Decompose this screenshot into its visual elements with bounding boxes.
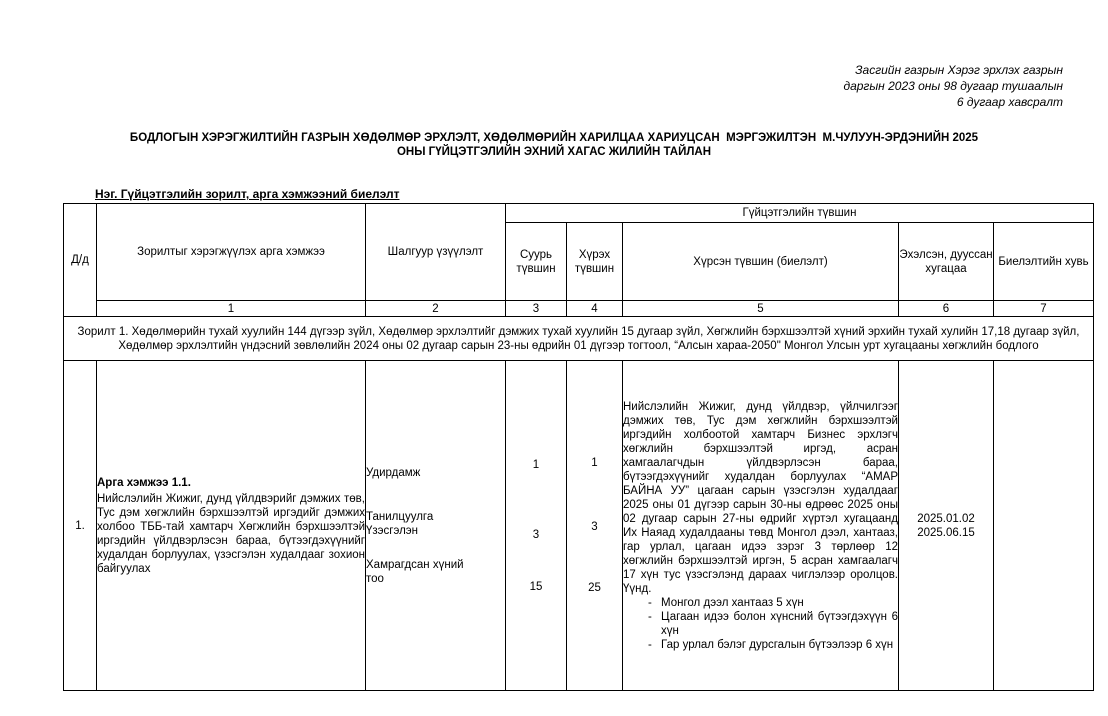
goal-row [64,317,1094,361]
column-header-base-level: Суурь түвшин [506,223,567,301]
measure-title: Арга хэмжээ 1.1. [97,476,191,489]
report-title [0,131,1108,159]
achieved-bullet: - Монгол дээл хантааз 5 хүн [623,596,898,610]
measure-row [64,361,1094,691]
period-start-date: 2025.01.02 [917,512,975,525]
column-header-period: Эхэлсэн, дууссан хугацаа [899,223,994,301]
row-index: 1. [64,361,97,691]
column-header-target-level: Хүрэх түвшин [567,223,623,301]
measure-description: Нийслэлийн Жижиг, дунд үйлдвэрийг дэмжих төв, Тус дэм хөгжлийн бэрхшээлтэй иргэдийг дэмжих холбоо ТББ-тай хамтарч Хөгжлийн бэрхшээлтэй иргэдийн үйлдвэрлэсэн бараа, бүтээгдэхүүнийг худалдан борлуулах, үзэсгэлэн худалдааг зохион байгуулах [97,492,365,575]
column-header-percent: Биелэлтийн хувь [994,223,1094,301]
column-number: 2 [366,301,506,317]
achieved-bullet: - Гар урлал бэлэг дурсгалын бүтээлээр 6 хүн [623,638,898,652]
target-value: 3 [591,521,598,533]
decree-reference [843,62,1063,110]
indicator-cell [366,361,506,691]
target-value: 1 [591,457,598,469]
base-value: 3 [532,528,540,541]
report-title-line: ОНЫ ГҮЙЦЭТГЭЛИЙН ЭХНИЙ ХАГАС ЖИЛИЙН ТАЙЛАН [396,146,712,158]
indicator-item: Хамрагдсан хүний тоо [366,558,464,585]
achieved-bullet-list [623,596,898,652]
column-number: 1 [97,301,366,317]
column-header-performance-group: Гүйцэтгэлийн түвшин [506,204,1094,223]
column-header-dd: Д/д [64,204,97,317]
achieved-bullet: - Цагаан идээ болон хүнсний бүтээгдэхүүн 6 хүн [623,610,898,638]
column-number: 4 [567,301,623,317]
achieved-cell [623,361,899,691]
section-heading: Нэг. Гүйцэтгэлийн зорилт, арга хэмжээний биелэлт [95,187,400,201]
period-cell [899,361,994,691]
decree-reference-line: Засгийн газрын Хэрэг эрхлэх газрын [855,63,1063,77]
period-end-date: 2025.06.15 [917,526,975,539]
column-number: 5 [623,301,899,317]
indicator-item: Үзэсгэлэн [366,524,419,537]
base-values-cell [506,361,567,691]
base-value: 15 [529,580,543,593]
column-header-measure: Зорилтыг хэрэгжүүлэх арга хэмжээ [97,204,366,301]
column-header-indicator: Шалгуур үзүүлэлт [366,204,506,301]
indicator-item: Танилцуулга [366,510,434,523]
column-number-row [64,301,1094,317]
table-header-row-1 [64,204,1094,223]
measure-cell [97,361,366,691]
percent-cell [994,361,1094,691]
performance-report-table [63,203,1094,691]
column-number: 6 [899,301,994,317]
column-number: 7 [994,301,1094,317]
column-number: 3 [506,301,567,317]
decree-reference-line: даргын 2023 оны 98 дугаар тушаалын [843,79,1063,93]
indicator-item: Удирдамж [366,466,421,479]
target-value: 25 [588,582,601,594]
target-values-cell [567,361,623,691]
decree-reference-line: 6 дугаар хавсралт [956,95,1063,109]
goal-text: Зорилт 1. Хөдөлмөрийн тухай хуулийн 144 дүгээр зүйл, Хөдөлмөр эрхлэлтийг дэмжих тухай хуулийн 15 дугаар зүйл, Хөгжлийн бэрхшээлтэй хүний эрхийн тухай хулийн 17,18 дугаар зүйл, Хөдөлмөр эрхлэлтийн үндэсний зөвлөлийн 2024 оны 02 дугаар сарын 23-ны өдрийн 01 дүгээр тогтоол, “Алсын хараа-2050" Монгол Улсын урт хугацааны хөгжлийн бодлого [64,317,1094,361]
achieved-description: Нийслэлийн Жижиг, дунд үйлдвэр, үйлчилгээг дэмжих төв, Тус дэм хөгжлийн бэрхшээлтэй иргэдийн холбоотой хамтарч Бизнес эрхлэгч хөгжлийн бэрхшээлтэй иргэд, асран хамгаалагчдын үйлдвэрлэсэн бараа, бүтээгдэхүүнийг худалдан борлуулах “АМАР БАЙНА УУ” цагаан сарын үзэсгэлэн худалдааг 2025 оны 01 дүгээр сарын 30-ны өдрөөс 2025 оны 02 дугаар сарын 27-ны өдрийг хүртэл хугацаанд Их Наяад худалдааны төвд Монгол дээл, хантааз, гар урлал, цагаан идээ зэрэг 3 төрлөөр 12 хөгжлийн бэрхшээлтэй иргэн, 5 асран хамгаалагч 17 хүн тус үзэсгэлэнд дараах чиглэлээр оролцов. Үүнд. [623,400,898,595]
column-header-achieved-level: Хүрсэн түвшин (биелэлт) [623,223,899,301]
base-value: 1 [532,458,540,471]
report-title-line: БОДЛОГЫН ХЭРЭГЖИЛТИЙН ГАЗРЫН ХӨДӨЛМӨР ЭРХЛЭЛТ, ХӨДӨЛМӨРИЙН ХАРИЛЦАА ХАРИУЦСАН МЭРГЭЖИЛТЭН М.ЧУЛУУН-ЭРДЭНИЙН 2025 [129,132,979,144]
